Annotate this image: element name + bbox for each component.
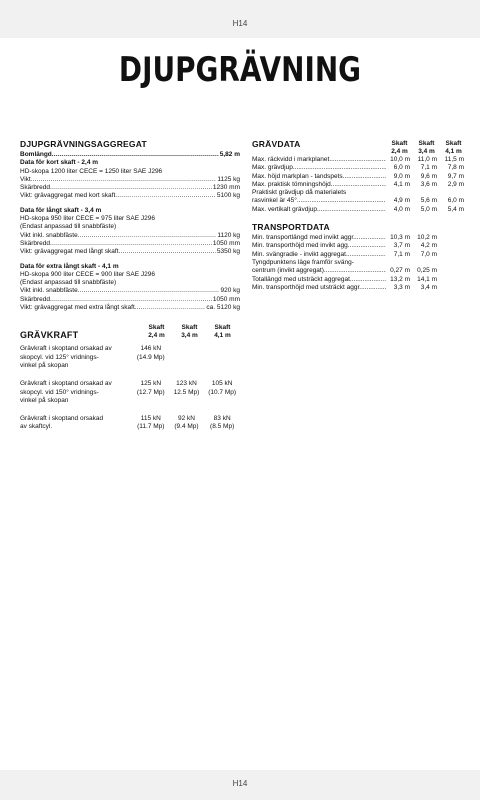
col-bottom-label: 4,1 m (445, 148, 462, 155)
value-2-4: 3,7 m (393, 242, 410, 250)
value-4-1: 6,0 m (447, 197, 464, 205)
right-column (252, 139, 467, 292)
transport-row (252, 267, 467, 275)
dot-leader (50, 296, 212, 304)
section-heading-gravkraft: GRÄVKRAFT (20, 330, 79, 341)
dot-leader (78, 232, 217, 240)
extra-agg-row (20, 304, 240, 312)
value-2-4: 10,0 m (390, 156, 410, 163)
short-width-value: 1230 mm (212, 184, 240, 192)
dot-leader (135, 304, 206, 312)
gravkraft-col-3 (206, 324, 239, 340)
dot-leader (52, 151, 219, 159)
row-label: Max. vertikalt grävdjup (252, 205, 318, 213)
long-shaft-heading: Data för långt skaft - 3,4 m (20, 206, 102, 214)
desc-line: skopcyl. vid 150° vridnings- (20, 388, 99, 396)
gravkraft-cell (169, 380, 205, 405)
short-agg-label: Vikt: grävaggregat med kort skaft (20, 192, 116, 200)
value-2-4: 4,0 m (393, 205, 410, 213)
long-agg-value: 5350 kg (216, 248, 240, 256)
row-label: Totallängd med utsträckt aggregat (252, 275, 350, 283)
row-label: Max. praktisk tömningshöjd (252, 180, 331, 188)
value-2-4: 3,3 m (393, 283, 410, 291)
gravdata-col-3 (440, 140, 467, 156)
gravdata-row (252, 156, 467, 164)
force-kn: 146 kN (140, 345, 162, 353)
row-label: Max. grävdjup (252, 164, 293, 172)
dot-leader (331, 181, 386, 189)
gravkraft-cell (204, 345, 240, 370)
short-shaft-heading: Data för kort skaft - 2,4 m (20, 159, 99, 167)
page-label-top: H14 (232, 19, 248, 28)
row-label: Max. räckvidd i markplanet (252, 156, 330, 163)
gravdata-col-1 (386, 140, 413, 156)
section-heading-transportdata: TRANSPORTDATA (252, 222, 330, 233)
row-label: centrum (invikt aggregat) (252, 267, 324, 275)
value-3-4: 14,1 m (417, 275, 437, 283)
long-width-value: 1050 mm (212, 239, 240, 247)
transport-row (252, 242, 467, 250)
long-weight-label: Vikt inkl. snabbfäste (20, 231, 78, 239)
dot-leader (350, 276, 386, 284)
value-2-4: 13,2 m (390, 275, 410, 283)
gravkraft-header (20, 324, 240, 340)
value-3-4: 11,0 m (417, 156, 437, 163)
extra-width-row (20, 296, 240, 304)
col-top-label: Skaft (181, 324, 198, 332)
long-note: (Endast anpassad till snabbfäste) (20, 223, 117, 231)
gravkraft-row-desc (20, 380, 133, 405)
value-3-4: 3,6 m (420, 180, 437, 188)
page-label-bottom: H14 (232, 779, 248, 788)
gravdata-row (252, 173, 467, 181)
row-label: Tyngdpunktens läge framför sväng- (252, 258, 354, 266)
col-top-label: Skaft (445, 140, 462, 147)
dot-leader (317, 206, 386, 214)
value-2-4: 4,1 m (393, 180, 410, 188)
desc-line: av skaftcyl. (20, 423, 53, 431)
dot-leader (355, 234, 386, 242)
short-agg-row (20, 192, 240, 200)
value-3-4: 7,0 m (420, 250, 437, 258)
transport-row (252, 276, 467, 284)
dot-leader (346, 251, 386, 259)
row-label: Min. transporthöjd med invikt agg (252, 242, 348, 250)
viewer-top-bar (0, 0, 480, 38)
boom-length-row (20, 151, 240, 159)
long-weight-value: 1120 kg (217, 231, 240, 239)
desc-line: Grävkraft i skoptand orsakad (20, 415, 104, 423)
force-mp: (11.7 Mp) (137, 423, 165, 431)
row-label: rasvinkel är 45° (252, 197, 297, 205)
value-2-4: 4,9 m (393, 197, 410, 205)
col-bottom-label: 4,1 m (214, 332, 231, 340)
gravdata-row (252, 181, 467, 189)
section-heading-gravdata: GRÄVDATA (252, 139, 301, 149)
value-3-4: 5,6 m (420, 197, 437, 205)
dot-leader (50, 184, 212, 192)
value-2-4: 0,27 m (390, 267, 410, 275)
value-3-4: 7,1 m (420, 164, 437, 172)
boom-length-label: Bomlängd (20, 151, 52, 158)
section-heading-djupgravningsaggregat: DJUPGRÄVNINGSAGGREGAT (20, 139, 147, 149)
row-label: Max. höjd markplan - tandspets (252, 172, 343, 180)
dot-leader (324, 267, 386, 275)
value-4-1: 5,4 m (447, 205, 464, 213)
extra-weight-row (20, 287, 240, 295)
gravkraft-cell (133, 380, 169, 405)
dot-leader (293, 164, 386, 172)
desc-line: skopcyl. vid 125° vridnings- (20, 353, 99, 361)
force-mp: 12.5 Mp) (173, 388, 200, 396)
force-kn: 105 kN (211, 380, 233, 388)
long-agg-row (20, 248, 240, 256)
gravdata-row (252, 197, 467, 205)
extra-weight-value: 920 kg (220, 287, 240, 295)
gravdata-row (252, 206, 467, 214)
transport-row (252, 251, 467, 259)
short-weight-row (20, 176, 240, 184)
page-title: DJUPGRÄVNING (118, 50, 362, 90)
gravkraft-row-desc (20, 415, 133, 432)
long-width-label: Skärbredd (20, 239, 50, 247)
force-mp: (14.9 Mp) (136, 353, 165, 361)
desc-line: Grävkraft i skoptand orsakad av (20, 345, 112, 353)
long-bucket-spec: HD-skopa 950 liter CECE = 975 liter SAE J296 (20, 215, 155, 223)
dot-leader (361, 284, 386, 292)
transport-row (252, 284, 467, 292)
dot-leader (348, 242, 386, 250)
extra-note: (Endast anpassad till snabbfäste) (20, 279, 117, 287)
col-bottom-label: 2,4 m (391, 148, 408, 155)
short-weight-value: 1125 kg (217, 175, 240, 183)
gravkraft-cell (169, 415, 205, 432)
value-3-4: 10,2 m (417, 234, 437, 242)
boom-length-value: 5,82 m (219, 151, 240, 158)
value-2-4: 9,0 m (393, 172, 410, 180)
value-3-4: 3,4 m (420, 283, 437, 291)
extra-bucket-spec: HD-skopa 900 liter CECE = 900 liter SAE J296 (20, 270, 155, 278)
transport-row (252, 234, 467, 242)
gravkraft-row-desc (20, 345, 133, 370)
value-4-1: 11,5 m (444, 156, 464, 163)
force-mp: (10.7 Mp) (208, 388, 237, 396)
short-width-row (20, 184, 240, 192)
viewer-bottom-bar (0, 770, 480, 800)
row-label: Min. svängradie - invikt aggregat (252, 250, 346, 258)
force-mp: (9.4 Mp) (174, 423, 199, 431)
dot-leader (115, 192, 216, 200)
force-kn: 123 kN (176, 380, 197, 388)
gravkraft-row-2 (20, 380, 240, 405)
gravkraft-cell (204, 380, 240, 405)
short-bucket-spec: HD-skopa 1200 liter CECE = 1250 liter SAE J296 (20, 167, 163, 175)
gravkraft-col-2 (173, 324, 206, 340)
force-mp: (12.7 Mp) (136, 388, 165, 396)
dot-leader (119, 248, 216, 256)
col-bottom-label: 3,4 m (418, 148, 435, 155)
transport-row (252, 259, 467, 267)
row-label: Praktiskt grävdjup då materialets (252, 189, 347, 197)
gravkraft-cell (133, 415, 169, 432)
extra-width-value: 1050 mm (212, 295, 240, 303)
col-top-label: Skaft (214, 324, 231, 332)
dot-leader (297, 197, 386, 205)
long-agg-label: Vikt: grävaggregat med långt skaft (20, 248, 119, 256)
extra-agg-value: ca. 5120 kg (206, 304, 240, 312)
value-4-1: 2,9 m (447, 180, 464, 188)
left-column (20, 139, 240, 432)
value-4-1: 9,7 m (447, 172, 464, 180)
gravkraft-row-1 (20, 345, 240, 370)
gravkraft-cell (204, 415, 240, 432)
value-3-4: 9,6 m (420, 172, 437, 180)
row-label: Min. transporthöjd med utsträckt aggr. (252, 283, 362, 291)
extra-weight-label: Vikt inkl. snabbfäste (20, 287, 78, 295)
gravkraft-col-1 (140, 324, 173, 340)
long-weight-row (20, 232, 240, 240)
row-label: Min. transportlängd med invikt aggr. (252, 234, 355, 242)
value-2-4: 10,3 m (390, 234, 410, 242)
extra-width-label: Skärbredd (20, 295, 50, 303)
desc-line: vinkel på skopan (20, 361, 69, 369)
dot-leader (329, 156, 386, 164)
extra-shaft-heading: Data för extra långt skaft - 4,1 m (20, 262, 119, 270)
force-kn: 125 kN (140, 380, 162, 388)
col-top-label: Skaft (148, 324, 165, 332)
desc-line: Grävkraft i skoptand orsakad av (20, 380, 112, 388)
short-weight-label: Vikt (20, 175, 31, 183)
dot-leader (78, 287, 220, 295)
value-2-4: 7,1 m (393, 250, 410, 258)
gravkraft-cell (169, 345, 205, 370)
gravkraft-title-wrap (20, 324, 140, 340)
force-kn: 92 kN (177, 415, 195, 423)
force-kn: 115 kN (140, 415, 161, 423)
gravkraft-row-3 (20, 415, 240, 432)
gravkraft-cell (133, 345, 169, 370)
col-bottom-label: 3,4 m (181, 332, 198, 340)
value-3-4: 4,2 m (420, 242, 437, 250)
col-bottom-label: 2,4 m (148, 332, 165, 340)
value-3-4: 5,0 m (420, 205, 437, 213)
col-top-label: Skaft (391, 140, 408, 147)
value-3-4: 0,25 m (417, 267, 437, 275)
dot-leader (343, 173, 386, 181)
short-width-label: Skärbredd (20, 184, 50, 192)
gravdata-col-2 (413, 140, 440, 156)
force-kn: 83 kN (213, 415, 231, 423)
value-2-4: 6,0 m (393, 164, 410, 172)
gravdata-header (252, 139, 467, 156)
desc-line: vinkel på skopan (20, 396, 69, 404)
value-4-1: 7,8 m (447, 164, 464, 172)
dot-leader (31, 176, 217, 184)
extra-agg-label: Vikt: grävaggregat med extra långt skaft (20, 304, 135, 312)
gravdata-row (252, 164, 467, 172)
short-agg-value: 5100 kg (216, 192, 240, 200)
col-top-label: Skaft (418, 140, 435, 147)
gravdata-columns (386, 140, 467, 156)
force-mp: (8.5 Mp) (210, 423, 235, 431)
